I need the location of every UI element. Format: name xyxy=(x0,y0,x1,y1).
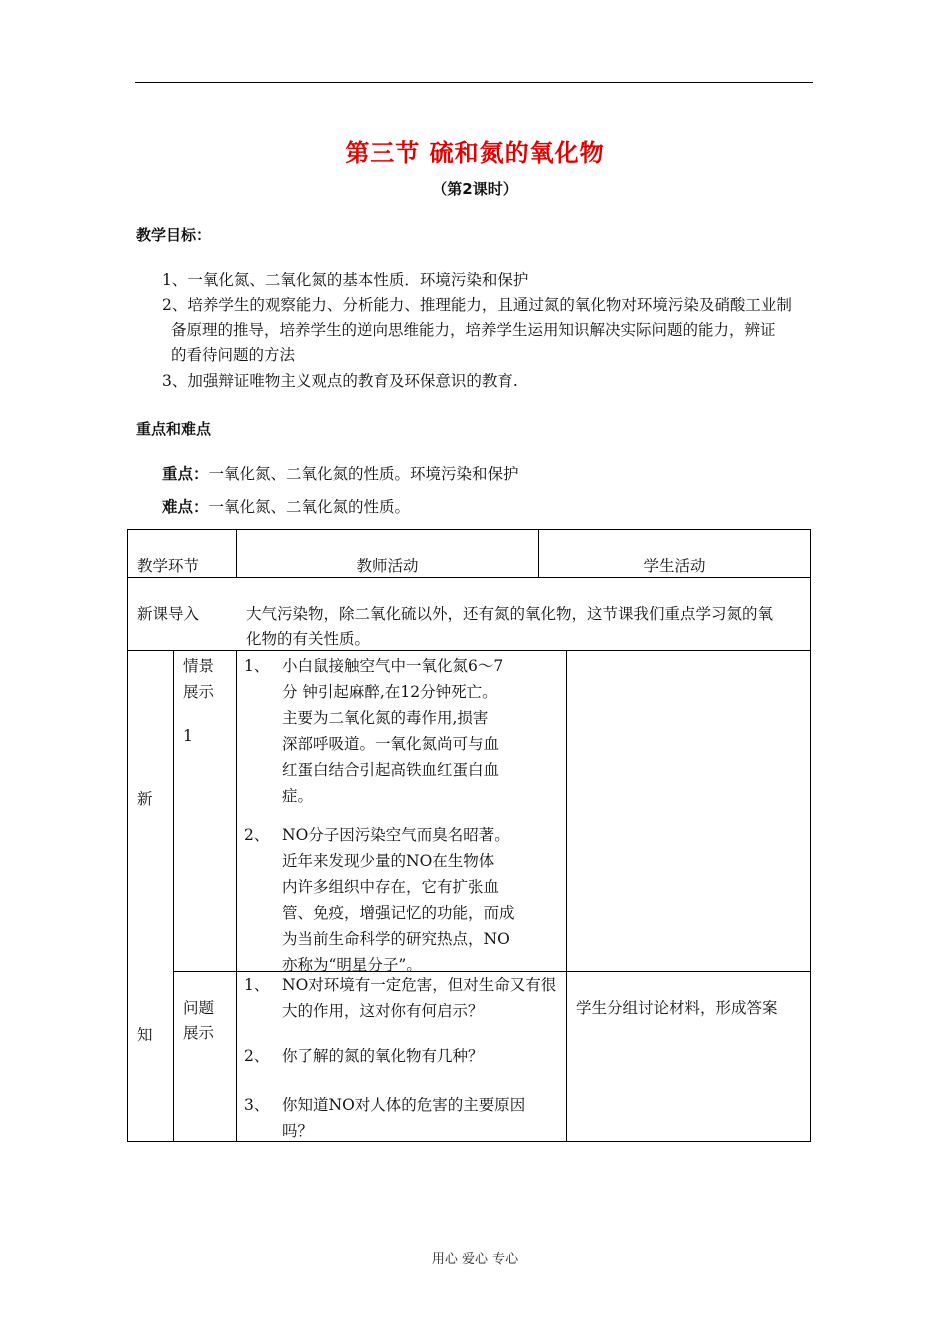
scene-label-number: 1 xyxy=(183,727,193,745)
list-number: 1、 xyxy=(244,657,270,675)
list-number: 1、 xyxy=(244,976,270,994)
text-line: 小白鼠接触空气中一氧化氮6～7 xyxy=(282,657,504,675)
section-char-new: 新 xyxy=(137,790,153,808)
intro-text-line-1: 大气污染物，除二氧化硫以外，还有氮的氧化物，这节课我们重点学习氮的氧 xyxy=(246,605,774,623)
text-line: 症。 xyxy=(282,787,314,805)
table-header-teacher: 教师活动 xyxy=(356,557,419,575)
page-title: 第三节 硫和氮的氧化物 xyxy=(345,139,605,167)
objective-item-1: 1、一氧化氮、二氧化氮的基本性质．环境污染和保护 xyxy=(162,271,529,289)
page-subtitle: （第2课时） xyxy=(432,180,518,198)
text-line: 管、免疫，增强记忆的功能，而成 xyxy=(282,904,515,922)
question-label-line-2: 展示 xyxy=(183,1024,215,1042)
key-point-text: 一氧化氮、二氧化氮的性质。环境污染和保护 xyxy=(208,465,519,483)
text-line: 主要为二氧化氮的毒作用,损害 xyxy=(282,709,489,727)
text-line: 大的作用，这对你有何启示？ xyxy=(282,1002,484,1020)
scene-item-1 xyxy=(244,653,559,809)
page-footer: 用心 爱心 专心 xyxy=(431,1252,519,1267)
key-point-label: 重点： xyxy=(162,465,209,483)
scene-label-line-2: 展示 xyxy=(183,683,215,701)
intro-text-line-2: 化物的有关性质。 xyxy=(246,630,371,648)
text-line: 分 钟引起麻醉,在12分钟死亡。 xyxy=(282,683,498,701)
objective-item-2-line-2: 备原理的推导，培养学生的逆向思维能力，培养学生运用知识解决实际问题的能力，辨证 xyxy=(171,321,776,339)
objective-item-2-line-1: 2、培养学生的观察能力、分析能力、推理能力，且通过氮的氧化物对环境污染及硝酸工业制 xyxy=(162,296,792,314)
text-line: 内许多组织中存在，它有扩张血 xyxy=(282,878,500,896)
text-line: 你了解的氮的氧化物有几种？ xyxy=(282,1047,484,1065)
list-number: 2、 xyxy=(244,1047,270,1065)
question-item-1 xyxy=(244,972,564,1024)
difficulty-text: 一氧化氮、二氧化氮的性质。 xyxy=(208,498,411,516)
scene-label-line-1: 情景 xyxy=(183,657,215,675)
objectives-heading: 教学目标： xyxy=(136,226,212,244)
objective-item-3: 3、加强辩证唯物主义观点的教育及环保意识的教育. xyxy=(162,372,518,390)
text-line: 亦称为“明星分子”。 xyxy=(282,956,422,974)
list-number: 3、 xyxy=(244,1096,270,1114)
text-line: 深部呼吸道。一氧化氮尚可与血 xyxy=(282,735,500,753)
question-label-line-1: 问题 xyxy=(183,999,215,1017)
key-points-heading: 重点和难点 xyxy=(136,420,212,438)
question-item-3 xyxy=(244,1092,564,1144)
text-line: NO分子因污染空气而臭名昭著。 xyxy=(282,826,510,844)
objective-item-2-line-3: 的看待问题的方法 xyxy=(171,346,296,364)
list-number: 2、 xyxy=(244,826,270,844)
text-line: 为当前生命科学的研究热点，NO xyxy=(282,930,510,948)
difficulty-label: 难点： xyxy=(162,498,209,516)
text-line: NO对环境有一定危害，但对生命又有很 xyxy=(282,976,557,994)
question-item-2 xyxy=(244,1043,564,1069)
text-line: 你知道NO对人体的危害的主要原因 xyxy=(282,1096,526,1114)
student-activity-text: 学生分组讨论材料，形成答案 xyxy=(576,999,778,1017)
intro-label: 新课导入 xyxy=(137,605,200,623)
text-line: 红蛋白结合引起高铁血红蛋白血 xyxy=(282,761,500,779)
table-header-stage: 教学环节 xyxy=(137,557,200,575)
text-line: 吗？ xyxy=(282,1122,314,1140)
text-line: 近年来发现少量的NO在生物体 xyxy=(282,852,495,870)
section-char-knowledge: 知 xyxy=(137,1026,153,1044)
table-header-student: 学生活动 xyxy=(643,557,706,575)
scene-item-2 xyxy=(244,822,559,978)
